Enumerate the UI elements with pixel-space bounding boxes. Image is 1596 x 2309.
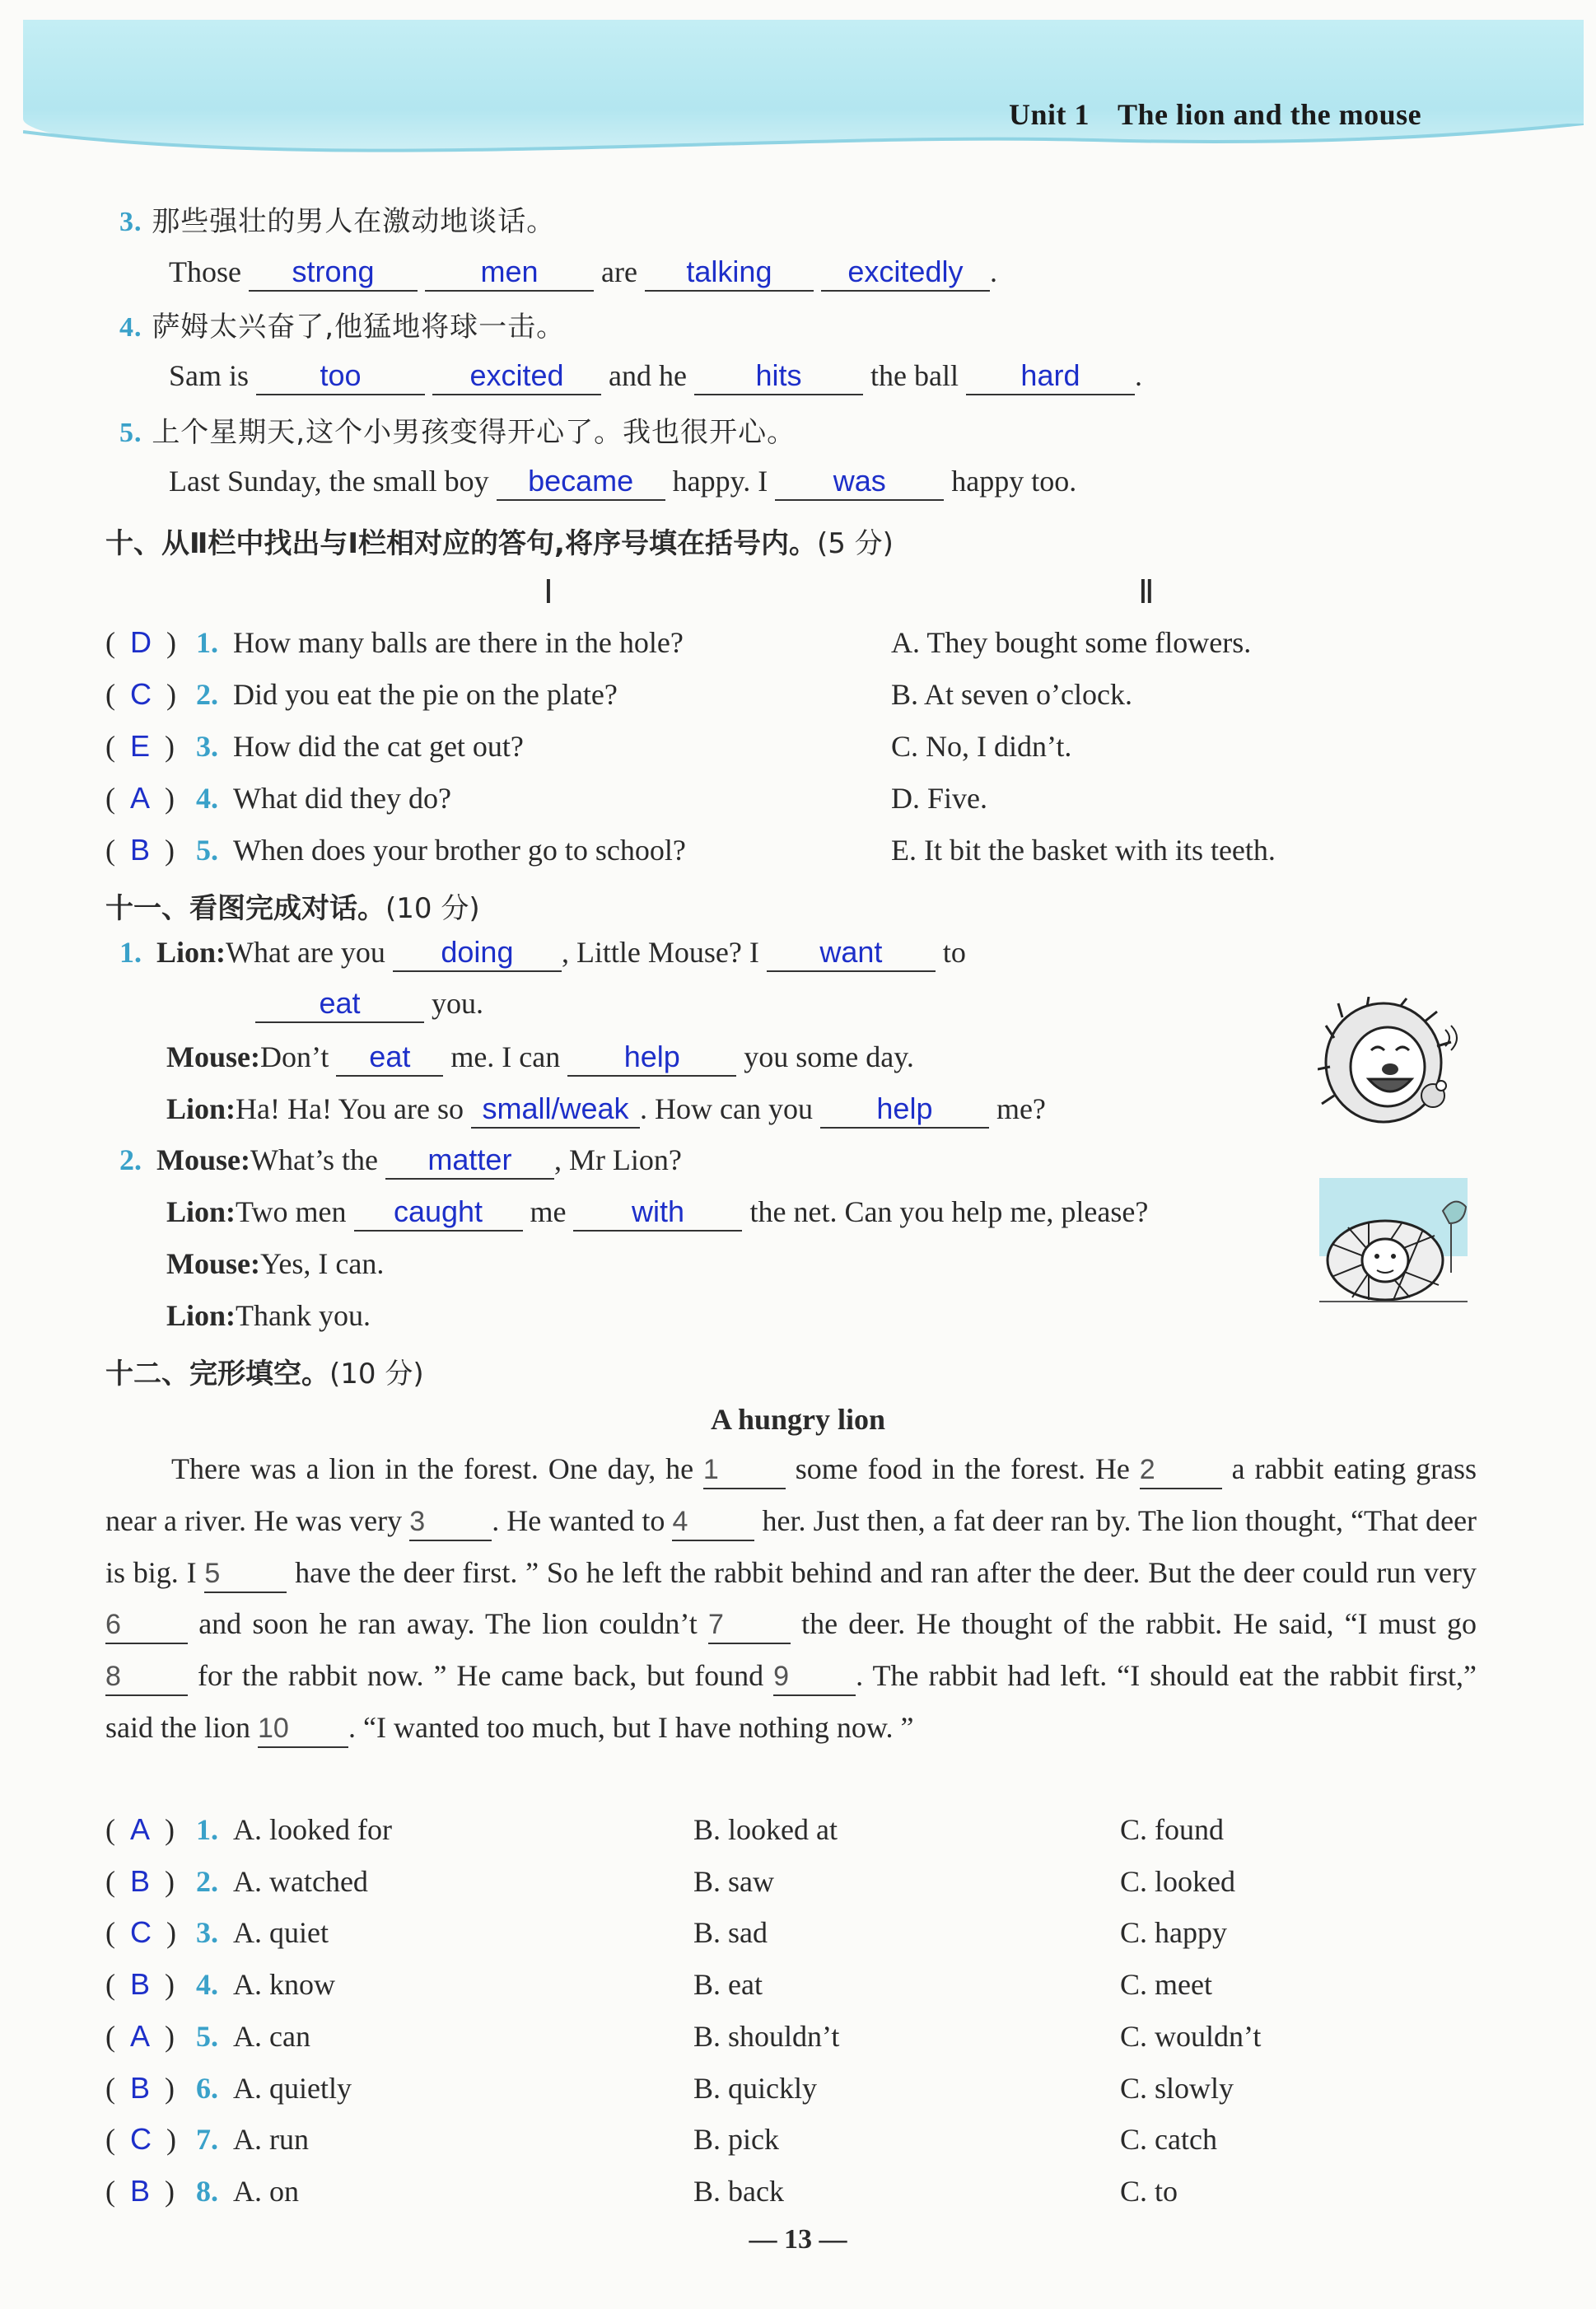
cloze-blank[interactable]: 9 bbox=[773, 1660, 856, 1696]
answer-blank[interactable]: men bbox=[425, 257, 594, 292]
option-b: B. shouldn’t bbox=[693, 2019, 840, 2053]
answer-bracket[interactable]: ( B ) bbox=[105, 833, 175, 867]
answer-blank[interactable]: too bbox=[256, 361, 425, 395]
answer-bracket[interactable]: ( A ) bbox=[105, 2018, 175, 2053]
lion-in-net-illustration bbox=[1319, 1178, 1468, 1310]
column-one-heading: Ⅰ bbox=[544, 573, 553, 610]
option-b: B. looked at bbox=[693, 1813, 838, 1846]
matching-row: ( D ) 1. How many balls are there in the hole? bbox=[105, 625, 684, 659]
answer-blank[interactable]: was bbox=[775, 466, 944, 501]
cloze-blank[interactable]: 5 bbox=[204, 1557, 287, 1593]
answer-blank[interactable]: small/weak bbox=[471, 1094, 640, 1129]
option-c: C. catch bbox=[1120, 2123, 1217, 2157]
cloze-blank[interactable]: 10 bbox=[258, 1712, 348, 1748]
cloze-question-row: ( B ) 8. A. on bbox=[105, 2173, 299, 2208]
answer-bracket[interactable]: ( B ) bbox=[105, 2173, 175, 2208]
option-a: A. on bbox=[233, 2174, 299, 2208]
cloze-question-row: ( C ) 3. A. quiet bbox=[105, 1915, 329, 1950]
matching-row: ( B ) 5. When does your brother go to school? bbox=[105, 833, 686, 867]
answer-blank[interactable]: matter bbox=[385, 1145, 554, 1180]
option-c: C. slowly bbox=[1120, 2071, 1234, 2105]
answer-bracket[interactable]: ( D ) bbox=[105, 625, 176, 659]
header-wave-decoration bbox=[23, 124, 1584, 181]
answer-bracket[interactable]: ( B ) bbox=[105, 1863, 175, 1898]
section-10-heading: 十、从Ⅱ栏中找出与Ⅰ栏相对应的答句,将序号填在括号内。(5 分) bbox=[105, 527, 894, 560]
option-b: B. pick bbox=[693, 2123, 779, 2157]
passage-title: A hungry lion bbox=[710, 1403, 886, 1436]
section-11-heading: 十一、看图完成对话。(10 分) bbox=[105, 892, 480, 925]
dialogue1-line2: eat you. bbox=[255, 989, 483, 1023]
page-number: — 13 — bbox=[749, 2224, 847, 2255]
dialogue1-line1: 1. Lion:What are you doing , Little Mouse? I want to bbox=[119, 937, 966, 972]
item9-3-english: Those strong men are talking excitedly . bbox=[169, 257, 997, 292]
answer-bracket[interactable]: ( E ) bbox=[105, 729, 175, 763]
column-two-heading: Ⅱ bbox=[1138, 573, 1155, 610]
option-b: B. back bbox=[693, 2174, 784, 2208]
cloze-passage: There was a lion in the forest. One day, he 1 some food in the forest. He 2 a rabbit eating grass near a river. He was very 3 . He wanted to 4 her. Just then, a fat deer ran by. The lion thought, “That deer is big. I 5 have the deer first. ” So he left the rabbit behind and ran after the deer. But the deer could run very 6 and soon he ran away. The lion couldn’t 7 the deer. He thought of the rabbit. He said, “I must go 8 for the rabbit now. ” He came back, but found 9 . The rabbit had left. “I should eat the rabbit first,” said the lion 10 . “I wanted too much, but I have nothing now. ” bbox=[105, 1443, 1477, 1754]
answer-option: D. Five. bbox=[891, 782, 987, 815]
item9-5-chinese: 5. 上个星期天,这个小男孩变得开心了。我也很开心。 bbox=[119, 416, 796, 449]
cloze-question-row: ( A ) 1. A. looked for bbox=[105, 1812, 392, 1846]
question-text: How did the cat get out? bbox=[233, 730, 524, 763]
option-a: A. quietly bbox=[233, 2071, 352, 2105]
answer-blank[interactable]: hits bbox=[694, 361, 863, 395]
option-c: C. happy bbox=[1120, 1916, 1227, 1950]
cloze-question-row: ( C ) 7. A. run bbox=[105, 2122, 309, 2157]
item9-4-english: Sam is too excited and he hits the ball hard . bbox=[169, 361, 1142, 395]
matching-row: ( C ) 2. Did you eat the pie on the plate? bbox=[105, 677, 618, 711]
question-text: Did you eat the pie on the plate? bbox=[233, 678, 618, 711]
unit-name: The lion and the mouse bbox=[1118, 98, 1422, 131]
answer-blank[interactable]: help bbox=[567, 1042, 736, 1077]
answer-bracket[interactable]: ( C ) bbox=[105, 677, 176, 711]
cloze-question-row: ( B ) 6. A. quietly bbox=[105, 2070, 352, 2105]
matching-row: ( A ) 4. What did they do? bbox=[105, 781, 451, 815]
cloze-question-row: ( B ) 2. A. watched bbox=[105, 1863, 368, 1898]
cloze-blank[interactable]: 8 bbox=[105, 1660, 188, 1696]
cloze-blank[interactable]: 1 bbox=[703, 1453, 786, 1489]
option-c: C. found bbox=[1120, 1813, 1224, 1846]
cloze-blank[interactable]: 7 bbox=[708, 1608, 791, 1644]
item9-4-chinese: 4. 萨姆太兴奋了,他猛地将球一击。 bbox=[119, 311, 566, 344]
item9-5-english: Last Sunday, the small boy became happy. I was happy too. bbox=[169, 466, 1076, 501]
cloze-question-row: ( A ) 5. A. can bbox=[105, 2018, 310, 2053]
option-a: A. run bbox=[233, 2123, 309, 2157]
answer-blank[interactable]: help bbox=[820, 1094, 989, 1129]
question-text: What did they do? bbox=[233, 782, 451, 815]
unit-label: Unit 1 bbox=[1009, 98, 1090, 131]
option-a: A. looked for bbox=[233, 1813, 392, 1846]
option-c: C. meet bbox=[1120, 1968, 1212, 2002]
dialogue1-line4: Lion:Ha! Ha! You are so small/weak . How can you help me? bbox=[166, 1094, 1046, 1129]
answer-blank[interactable]: talking bbox=[645, 257, 814, 292]
answer-option: E. It bit the basket with its teeth. bbox=[891, 834, 1276, 867]
cloze-question-row: ( B ) 4. A. know bbox=[105, 1967, 335, 2002]
answer-blank[interactable]: eat bbox=[255, 989, 424, 1023]
option-b: B. saw bbox=[693, 1864, 774, 1898]
answer-bracket[interactable]: ( C ) bbox=[105, 1915, 176, 1950]
matching-row: ( E ) 3. How did the cat get out? bbox=[105, 729, 524, 763]
dialogue2-line1: 2. Mouse:What’s the matter , Mr Lion? bbox=[119, 1145, 682, 1180]
option-a: A. know bbox=[233, 1968, 335, 2002]
answer-bracket[interactable]: ( C ) bbox=[105, 2122, 176, 2157]
answer-blank[interactable]: with bbox=[573, 1197, 742, 1232]
answer-option: A. They bought some flowers. bbox=[891, 626, 1252, 659]
answer-bracket[interactable]: ( A ) bbox=[105, 781, 175, 815]
answer-bracket[interactable]: ( B ) bbox=[105, 1967, 175, 2002]
answer-blank[interactable]: caught bbox=[354, 1197, 523, 1232]
answer-option: B. At seven o’clock. bbox=[891, 678, 1132, 711]
option-b: B. sad bbox=[693, 1916, 768, 1950]
answer-blank[interactable]: eat bbox=[336, 1042, 443, 1077]
question-text: How many balls are there in the hole? bbox=[233, 626, 684, 659]
option-c: C. to bbox=[1120, 2174, 1178, 2208]
answer-blank[interactable]: excitedly bbox=[821, 257, 990, 292]
dialogue2-line4: Lion:Thank you. bbox=[166, 1299, 371, 1332]
answer-bracket[interactable]: ( B ) bbox=[105, 2070, 175, 2105]
answer-blank[interactable]: became bbox=[497, 466, 665, 501]
section-12-heading: 十二、完形填空。(10 分) bbox=[105, 1358, 424, 1391]
answer-blank[interactable]: doing bbox=[393, 937, 562, 972]
option-c: C. looked bbox=[1120, 1864, 1235, 1898]
answer-bracket[interactable]: ( A ) bbox=[105, 1812, 175, 1846]
answer-blank[interactable]: hard bbox=[966, 361, 1135, 395]
option-a: A. can bbox=[233, 2019, 310, 2053]
lion-laughing-illustration bbox=[1318, 997, 1466, 1137]
cloze-blank[interactable]: 4 bbox=[672, 1505, 754, 1541]
answer-blank[interactable]: want bbox=[767, 937, 936, 972]
cloze-blank[interactable]: 3 bbox=[409, 1505, 492, 1541]
option-c: C. wouldn’t bbox=[1120, 2019, 1262, 2053]
dialogue2-line2: Lion:Two men caught me with the net. Can you help me, please? bbox=[166, 1197, 1148, 1232]
cloze-blank[interactable]: 6 bbox=[105, 1608, 188, 1644]
option-b: B. eat bbox=[693, 1968, 763, 2002]
answer-option: C. No, I didn’t. bbox=[891, 730, 1072, 763]
option-b: B. quickly bbox=[693, 2071, 817, 2105]
question-text: When does your brother go to school? bbox=[233, 834, 686, 867]
dialogue2-line3: Mouse:Yes, I can. bbox=[166, 1247, 385, 1280]
answer-blank[interactable]: strong bbox=[249, 257, 418, 292]
option-a: A. watched bbox=[233, 1864, 368, 1898]
dialogue1-line3: Mouse:Don’t eat me. I can help you some day. bbox=[166, 1042, 914, 1077]
option-a: A. quiet bbox=[233, 1916, 329, 1950]
answer-blank[interactable]: excited bbox=[432, 361, 601, 395]
unit-title bbox=[1009, 97, 1421, 132]
cloze-blank[interactable]: 2 bbox=[1140, 1453, 1222, 1489]
item9-3-chinese: 3. 那些强壮的男人在激动地谈话。 bbox=[119, 205, 556, 238]
